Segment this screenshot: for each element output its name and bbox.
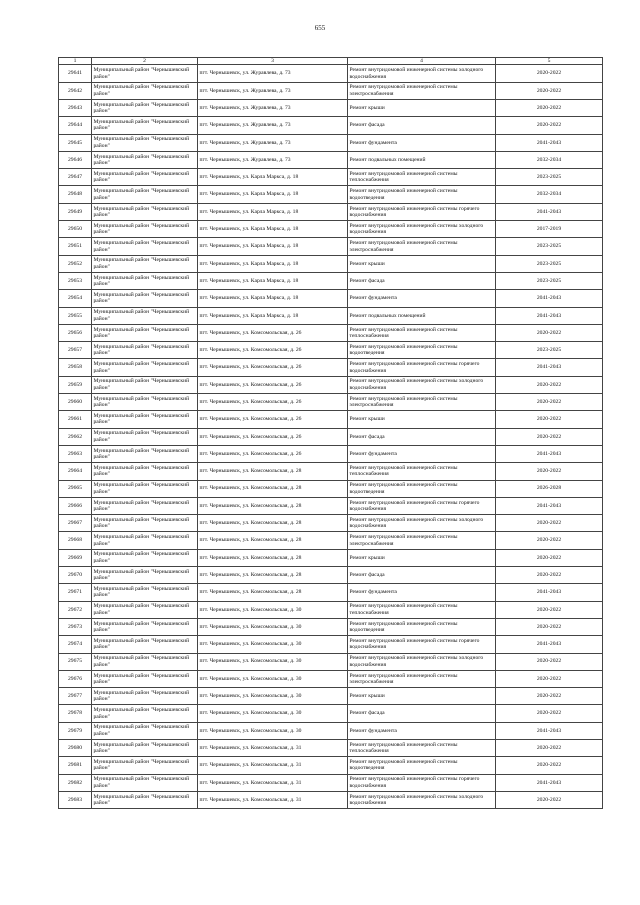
period-cell: 2032-2034 [496, 186, 603, 203]
municipality-cell: Муниципальный район "Чернышевский район" [92, 117, 198, 134]
period-cell: 2020-2022 [496, 618, 603, 635]
work-type-cell: Ремонт внутридомовой инженерной системы теплоснабжения [348, 169, 496, 186]
municipality-cell: Муниципальный район "Чернышевский район" [92, 82, 198, 99]
period-cell: 2020-2022 [496, 757, 603, 774]
work-type-cell: Ремонт внутридомовой инженерной системы холодного водоснабжения [348, 515, 496, 532]
row-number: 29663 [59, 445, 92, 462]
row-number: 29641 [59, 65, 92, 82]
period-cell: 2023-2025 [496, 255, 603, 272]
table-row [59, 342, 603, 359]
row-number: 29645 [59, 134, 92, 151]
address-cell: пгт. Чернышевск, ул. Комсомольская, д. 30 [198, 653, 348, 670]
work-type-cell: Ремонт фундамента [348, 290, 496, 307]
row-number: 29646 [59, 151, 92, 168]
work-type-cell: Ремонт фасада [348, 117, 496, 134]
table-row [59, 774, 603, 791]
table-row [59, 359, 603, 376]
work-type-cell: Ремонт внутридомовой инженерной системы горячего водоснабжения [348, 774, 496, 791]
row-number: 29643 [59, 100, 92, 117]
address-cell: пгт. Чернышевск, ул. Комсомольская, д. 28 [198, 567, 348, 584]
address-cell: пгт. Чернышевск, ул. Комсомольская, д. 26 [198, 376, 348, 393]
address-cell: пгт. Чернышевск, ул. Комсомольская, д. 26 [198, 324, 348, 341]
row-number: 29655 [59, 307, 92, 324]
table-row [59, 376, 603, 393]
period-cell: 2023-2025 [496, 342, 603, 359]
table-row [59, 722, 603, 739]
address-cell: пгт. Чернышевск, ул. Комсомольская, д. 26 [198, 394, 348, 411]
work-type-cell: Ремонт внутридомовой инженерной системы теплоснабжения [348, 739, 496, 756]
period-cell: 2020-2022 [496, 65, 603, 82]
column-header-4: 4 [348, 58, 496, 65]
column-header-2: 2 [92, 58, 198, 65]
row-number: 29669 [59, 549, 92, 566]
address-cell: пгт. Чернышевск, ул. Карла Маркса, д. 18 [198, 186, 348, 203]
address-cell: пгт. Чернышевск, ул. Комсомольская, д. 26 [198, 359, 348, 376]
address-cell: пгт. Чернышевск, ул. Журавлева, д. 73 [198, 100, 348, 117]
table-row [59, 636, 603, 653]
work-type-cell: Ремонт внутридомовой инженерной системы водоотведения [348, 757, 496, 774]
period-cell: 2020-2022 [496, 394, 603, 411]
period-cell: 2026-2028 [496, 480, 603, 497]
municipality-cell: Муниципальный район "Чернышевский район" [92, 722, 198, 739]
table-row [59, 549, 603, 566]
period-cell: 2041-2043 [496, 636, 603, 653]
row-number: 29683 [59, 791, 92, 808]
table-row [59, 480, 603, 497]
row-number: 29660 [59, 394, 92, 411]
work-type-cell: Ремонт внутридомовой инженерной системы теплоснабжения [348, 601, 496, 618]
period-cell: 2017-2019 [496, 221, 603, 238]
table-row [59, 653, 603, 670]
period-cell: 2020-2022 [496, 411, 603, 428]
address-cell: пгт. Чернышевск, ул. Карла Маркса, д. 18 [198, 255, 348, 272]
work-type-cell: Ремонт подвальных помещений [348, 307, 496, 324]
table-row [59, 739, 603, 756]
municipality-cell: Муниципальный район "Чернышевский район" [92, 238, 198, 255]
municipality-cell: Муниципальный район "Чернышевский район" [92, 221, 198, 238]
table-row [59, 394, 603, 411]
municipality-cell: Муниципальный район "Чернышевский район" [92, 549, 198, 566]
work-type-cell: Ремонт внутридомовой инженерной системы холодного водоснабжения [348, 791, 496, 808]
period-cell: 2041-2043 [496, 445, 603, 462]
column-header-3: 3 [198, 58, 348, 65]
table-row [59, 618, 603, 635]
work-type-cell: Ремонт внутридомовой инженерной системы электроснабжения [348, 532, 496, 549]
table-row [59, 411, 603, 428]
table-row [59, 532, 603, 549]
table-row [59, 82, 603, 99]
period-cell: 2023-2025 [496, 169, 603, 186]
row-number: 29653 [59, 272, 92, 289]
work-type-cell: Ремонт внутридомовой инженерной системы холодного водоснабжения [348, 221, 496, 238]
work-type-cell: Ремонт внутридомовой инженерной системы горячего водоснабжения [348, 636, 496, 653]
municipality-cell: Муниципальный район "Чернышевский район" [92, 532, 198, 549]
work-type-cell: Ремонт внутридомовой инженерной системы водоотведения [348, 342, 496, 359]
municipality-cell: Муниципальный район "Чернышевский район" [92, 497, 198, 514]
page-number: 655 [314, 24, 326, 32]
column-number-row [59, 58, 603, 65]
period-cell: 2020-2022 [496, 82, 603, 99]
work-type-cell: Ремонт фундамента [348, 134, 496, 151]
municipality-cell: Муниципальный район "Чернышевский район" [92, 757, 198, 774]
work-type-cell: Ремонт фасада [348, 428, 496, 445]
table-row [59, 151, 603, 168]
municipality-cell: Муниципальный район "Чернышевский район" [92, 428, 198, 445]
period-cell: 2041-2043 [496, 134, 603, 151]
row-number: 29671 [59, 584, 92, 601]
municipality-cell: Муниципальный район "Чернышевский район" [92, 134, 198, 151]
work-type-cell: Ремонт крыши [348, 688, 496, 705]
period-cell: 2020-2022 [496, 601, 603, 618]
municipality-cell: Муниципальный район "Чернышевский район" [92, 688, 198, 705]
period-cell: 2023-2025 [496, 238, 603, 255]
address-cell: пгт. Чернышевск, ул. Комсомольская, д. 31 [198, 757, 348, 774]
row-number: 29659 [59, 376, 92, 393]
municipality-cell: Муниципальный район "Чернышевский район" [92, 169, 198, 186]
row-number: 29665 [59, 480, 92, 497]
table-row [59, 705, 603, 722]
work-type-cell: Ремонт фундамента [348, 445, 496, 462]
period-cell: 2020-2022 [496, 117, 603, 134]
municipality-cell: Муниципальный район "Чернышевский район" [92, 65, 198, 82]
table-row [59, 324, 603, 341]
address-cell: пгт. Чернышевск, ул. Комсомольская, д. 28 [198, 515, 348, 532]
municipality-cell: Муниципальный район "Чернышевский район" [92, 670, 198, 687]
address-cell: пгт. Чернышевск, ул. Журавлева, д. 73 [198, 117, 348, 134]
period-cell: 2032-2034 [496, 151, 603, 168]
row-number: 29672 [59, 601, 92, 618]
address-cell: пгт. Чернышевск, ул. Комсомольская, д. 31 [198, 774, 348, 791]
period-cell: 2020-2022 [496, 567, 603, 584]
period-cell: 2020-2022 [496, 428, 603, 445]
row-number: 29642 [59, 82, 92, 99]
municipality-cell: Муниципальный район "Чернышевский район" [92, 376, 198, 393]
period-cell: 2020-2022 [496, 532, 603, 549]
address-cell: пгт. Чернышевск, ул. Комсомольская, д. 31 [198, 739, 348, 756]
address-cell: пгт. Чернышевск, ул. Комсомольская, д. 28 [198, 480, 348, 497]
work-type-cell: Ремонт внутридомовой инженерной системы холодного водоснабжения [348, 376, 496, 393]
work-type-cell: Ремонт крыши [348, 100, 496, 117]
row-number: 29674 [59, 636, 92, 653]
table-row [59, 567, 603, 584]
row-number: 29648 [59, 186, 92, 203]
table-row [59, 584, 603, 601]
work-type-cell: Ремонт подвальных помещений [348, 151, 496, 168]
address-cell: пгт. Чернышевск, ул. Комсомольская, д. 28 [198, 532, 348, 549]
table-row [59, 428, 603, 445]
municipality-cell: Муниципальный район "Чернышевский район" [92, 601, 198, 618]
address-cell: пгт. Чернышевск, ул. Комсомольская, д. 28 [198, 549, 348, 566]
period-cell: 2020-2022 [496, 739, 603, 756]
table-row [59, 221, 603, 238]
table-row [59, 272, 603, 289]
row-number: 29657 [59, 342, 92, 359]
row-number: 29656 [59, 324, 92, 341]
table-row [59, 255, 603, 272]
row-number: 29682 [59, 774, 92, 791]
table-row [59, 757, 603, 774]
row-number: 29681 [59, 757, 92, 774]
municipality-cell: Муниципальный район "Чернышевский район" [92, 445, 198, 462]
row-number: 29649 [59, 203, 92, 220]
municipality-cell: Муниципальный район "Чернышевский район" [92, 203, 198, 220]
row-number: 29664 [59, 463, 92, 480]
address-cell: пгт. Чернышевск, ул. Журавлева, д. 73 [198, 82, 348, 99]
municipality-cell: Муниципальный район "Чернышевский район" [92, 463, 198, 480]
address-cell: пгт. Чернышевск, ул. Карла Маркса, д. 18 [198, 272, 348, 289]
table-row [59, 100, 603, 117]
municipality-cell: Муниципальный район "Чернышевский район" [92, 359, 198, 376]
table-row [59, 515, 603, 532]
table-row [59, 117, 603, 134]
period-cell: 2020-2022 [496, 463, 603, 480]
work-type-cell: Ремонт внутридомовой инженерной системы электроснабжения [348, 670, 496, 687]
row-number: 29678 [59, 705, 92, 722]
municipality-cell: Муниципальный район "Чернышевский район" [92, 705, 198, 722]
address-cell: пгт. Чернышевск, ул. Комсомольская, д. 30 [198, 618, 348, 635]
table-row [59, 134, 603, 151]
row-number: 29673 [59, 618, 92, 635]
address-cell: пгт. Чернышевск, ул. Комсомольская, д. 28 [198, 497, 348, 514]
address-cell: пгт. Чернышевск, ул. Карла Маркса, д. 18 [198, 221, 348, 238]
table-row [59, 688, 603, 705]
table-row [59, 169, 603, 186]
municipality-cell: Муниципальный район "Чернышевский район" [92, 394, 198, 411]
municipality-cell: Муниципальный район "Чернышевский район" [92, 324, 198, 341]
municipality-cell: Муниципальный район "Чернышевский район" [92, 290, 198, 307]
work-type-cell: Ремонт фасада [348, 705, 496, 722]
column-header-1: 1 [59, 58, 92, 65]
work-type-cell: Ремонт внутридомовой инженерной системы горячего водоснабжения [348, 497, 496, 514]
row-number: 29658 [59, 359, 92, 376]
row-number: 29667 [59, 515, 92, 532]
address-cell: пгт. Чернышевск, ул. Карла Маркса, д. 18 [198, 307, 348, 324]
address-cell: пгт. Чернышевск, ул. Журавлева, д. 73 [198, 65, 348, 82]
period-cell: 2041-2043 [496, 497, 603, 514]
period-cell: 2041-2043 [496, 307, 603, 324]
period-cell: 2020-2022 [496, 705, 603, 722]
table-row [59, 238, 603, 255]
row-number: 29680 [59, 739, 92, 756]
work-type-cell: Ремонт внутридомовой инженерной системы электроснабжения [348, 238, 496, 255]
address-cell: пгт. Чернышевск, ул. Карла Маркса, д. 18 [198, 169, 348, 186]
work-type-cell: Ремонт крыши [348, 549, 496, 566]
municipality-cell: Муниципальный район "Чернышевский район" [92, 100, 198, 117]
row-number: 29662 [59, 428, 92, 445]
period-cell: 2041-2043 [496, 584, 603, 601]
work-type-cell: Ремонт внутридомовой инженерной системы горячего водоснабжения [348, 359, 496, 376]
address-cell: пгт. Чернышевск, ул. Комсомольская, д. 26 [198, 445, 348, 462]
period-cell: 2041-2043 [496, 359, 603, 376]
row-number: 29670 [59, 567, 92, 584]
table-row [59, 791, 603, 808]
row-number: 29661 [59, 411, 92, 428]
period-cell: 2020-2022 [496, 549, 603, 566]
municipality-cell: Муниципальный район "Чернышевский район" [92, 584, 198, 601]
address-cell: пгт. Чернышевск, ул. Комсомольская, д. 28 [198, 584, 348, 601]
work-type-cell: Ремонт внутридомовой инженерной системы теплоснабжения [348, 324, 496, 341]
table-row [59, 307, 603, 324]
table-row [59, 203, 603, 220]
period-cell: 2023-2025 [496, 272, 603, 289]
row-number: 29650 [59, 221, 92, 238]
work-type-cell: Ремонт фасада [348, 567, 496, 584]
capital-repair-table [58, 57, 603, 809]
work-type-cell: Ремонт крыши [348, 255, 496, 272]
work-type-cell: Ремонт внутридомовой инженерной системы электроснабжения [348, 394, 496, 411]
column-header-5: 5 [496, 58, 603, 65]
row-number: 29668 [59, 532, 92, 549]
municipality-cell: Муниципальный район "Чернышевский район" [92, 618, 198, 635]
period-cell: 2020-2022 [496, 791, 603, 808]
work-type-cell: Ремонт внутридомовой инженерной системы электроснабжения [348, 82, 496, 99]
address-cell: пгт. Чернышевск, ул. Комсомольская, д. 30 [198, 705, 348, 722]
work-type-cell: Ремонт внутридомовой инженерной системы водоотведения [348, 480, 496, 497]
address-cell: пгт. Чернышевск, ул. Комсомольская, д. 28 [198, 463, 348, 480]
table-row [59, 290, 603, 307]
municipality-cell: Муниципальный район "Чернышевский район" [92, 515, 198, 532]
row-number: 29676 [59, 670, 92, 687]
period-cell: 2020-2022 [496, 515, 603, 532]
work-type-cell: Ремонт фундамента [348, 722, 496, 739]
period-cell: 2041-2043 [496, 203, 603, 220]
row-number: 29644 [59, 117, 92, 134]
address-cell: пгт. Чернышевск, ул. Комсомольская, д. 30 [198, 722, 348, 739]
municipality-cell: Муниципальный район "Чернышевский район" [92, 307, 198, 324]
work-type-cell: Ремонт внутридомовой инженерной системы холодного водоснабжения [348, 653, 496, 670]
period-cell: 2020-2022 [496, 100, 603, 117]
address-cell: пгт. Чернышевск, ул. Комсомольская, д. 30 [198, 636, 348, 653]
municipality-cell: Муниципальный район "Чернышевский район" [92, 739, 198, 756]
work-type-cell: Ремонт фасада [348, 272, 496, 289]
municipality-cell: Муниципальный район "Чернышевский район" [92, 342, 198, 359]
period-cell: 2041-2043 [496, 290, 603, 307]
work-type-cell: Ремонт фундамента [348, 584, 496, 601]
table-row [59, 601, 603, 618]
work-type-cell: Ремонт внутридомовой инженерной системы теплоснабжения [348, 463, 496, 480]
period-cell: 2041-2043 [496, 722, 603, 739]
address-cell: пгт. Чернышевск, ул. Комсомольская, д. 26 [198, 428, 348, 445]
row-number: 29677 [59, 688, 92, 705]
address-cell: пгт. Чернышевск, ул. Комсомольская, д. 30 [198, 670, 348, 687]
address-cell: пгт. Чернышевск, ул. Комсомольская, д. 31 [198, 791, 348, 808]
municipality-cell: Муниципальный район "Чернышевский район" [92, 151, 198, 168]
address-cell: пгт. Чернышевск, ул. Комсомольская, д. 26 [198, 342, 348, 359]
municipality-cell: Муниципальный район "Чернышевский район" [92, 653, 198, 670]
row-number: 29666 [59, 497, 92, 514]
table-body [59, 65, 603, 809]
row-number: 29654 [59, 290, 92, 307]
period-cell: 2020-2022 [496, 688, 603, 705]
municipality-cell: Муниципальный район "Чернышевский район" [92, 255, 198, 272]
table-row [59, 497, 603, 514]
work-type-cell: Ремонт внутридомовой инженерной системы водоотведения [348, 186, 496, 203]
municipality-cell: Муниципальный район "Чернышевский район" [92, 272, 198, 289]
table-row [59, 445, 603, 462]
table-row [59, 463, 603, 480]
row-number: 29652 [59, 255, 92, 272]
municipality-cell: Муниципальный район "Чернышевский район" [92, 636, 198, 653]
row-number: 29675 [59, 653, 92, 670]
address-cell: пгт. Чернышевск, ул. Комсомольская, д. 30 [198, 688, 348, 705]
municipality-cell: Муниципальный район "Чернышевский район" [92, 411, 198, 428]
address-cell: пгт. Чернышевск, ул. Карла Маркса, д. 18 [198, 238, 348, 255]
row-number: 29647 [59, 169, 92, 186]
period-cell: 2020-2022 [496, 653, 603, 670]
row-number: 29679 [59, 722, 92, 739]
address-cell: пгт. Чернышевск, ул. Карла Маркса, д. 18 [198, 290, 348, 307]
municipality-cell: Муниципальный район "Чернышевский район" [92, 791, 198, 808]
municipality-cell: Муниципальный район "Чернышевский район" [92, 480, 198, 497]
table-row [59, 186, 603, 203]
address-cell: пгт. Чернышевск, ул. Журавлева, д. 73 [198, 151, 348, 168]
period-cell: 2041-2043 [496, 774, 603, 791]
work-type-cell: Ремонт внутридомовой инженерной системы водоотведения [348, 618, 496, 635]
period-cell: 2020-2022 [496, 376, 603, 393]
period-cell: 2020-2022 [496, 324, 603, 341]
row-number: 29651 [59, 238, 92, 255]
address-cell: пгт. Чернышевск, ул. Комсомольская, д. 26 [198, 411, 348, 428]
table-row [59, 65, 603, 82]
period-cell: 2020-2022 [496, 670, 603, 687]
municipality-cell: Муниципальный район "Чернышевский район" [92, 567, 198, 584]
address-cell: пгт. Чернышевск, ул. Карла Маркса, д. 18 [198, 203, 348, 220]
municipality-cell: Муниципальный район "Чернышевский район" [92, 186, 198, 203]
address-cell: пгт. Чернышевск, ул. Журавлева, д. 73 [198, 134, 348, 151]
work-type-cell: Ремонт крыши [348, 411, 496, 428]
work-type-cell: Ремонт внутридомовой инженерной системы холодного водоснабжения [348, 65, 496, 82]
municipality-cell: Муниципальный район "Чернышевский район" [92, 774, 198, 791]
work-type-cell: Ремонт внутридомовой инженерной системы горячего водоснабжения [348, 203, 496, 220]
table-row [59, 670, 603, 687]
address-cell: пгт. Чернышевск, ул. Комсомольская, д. 30 [198, 601, 348, 618]
